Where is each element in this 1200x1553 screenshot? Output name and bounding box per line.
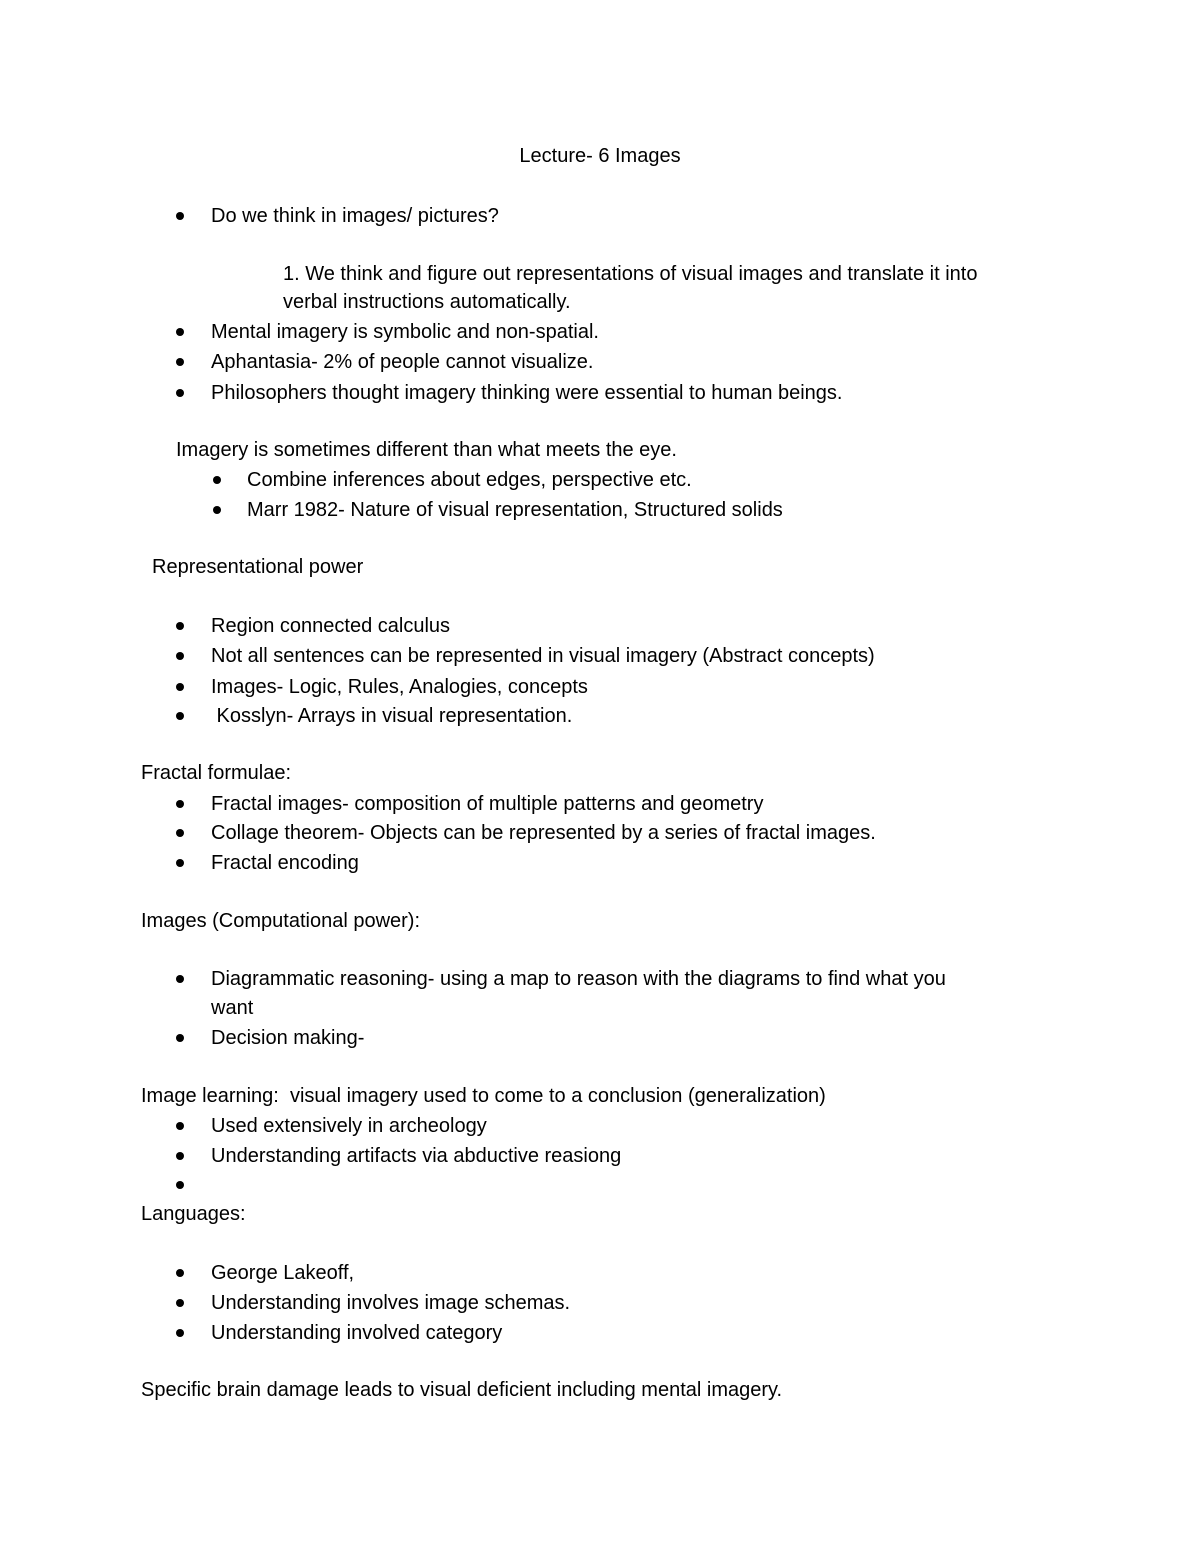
bullet-icon — [176, 1152, 184, 1160]
bullet-icon — [176, 1181, 184, 1189]
closing-statement: Specific brain damage leads to visual deficient including mental imagery. — [141, 1379, 783, 1401]
bullet-icon — [176, 212, 184, 220]
bullet-icon — [176, 800, 184, 808]
list-item: Fractal encoding — [211, 852, 359, 874]
section-heading: Languages: — [141, 1203, 246, 1225]
bullet-icon — [176, 622, 184, 630]
list-item: Understanding involved category — [211, 1322, 503, 1344]
list-item: Combine inferences about edges, perspective etc. — [247, 469, 692, 491]
bullet-icon — [176, 389, 184, 397]
list-item: Understanding involves image schemas. — [211, 1292, 571, 1314]
bullet-icon — [176, 829, 184, 837]
list-item: Kosslyn- Arrays in visual representation. — [211, 705, 573, 727]
list-item: Diagrammatic reasoning- using a map to reason with the diagrams to find what you — [211, 968, 946, 990]
bullet-icon — [176, 859, 184, 867]
numbered-item-line: 1. We think and figure out representations of visual images and translate it into — [283, 263, 978, 285]
bullet-icon — [176, 1299, 184, 1307]
list-item: Not all sentences can be represented in visual imagery (Abstract concepts) — [211, 645, 875, 667]
list-item: Understanding artifacts via abductive reasiong — [211, 1145, 622, 1167]
section-heading: Image learning: visual imagery used to come to a conclusion (generalization) — [141, 1085, 826, 1107]
list-item: Images- Logic, Rules, Analogies, concepts — [211, 676, 588, 698]
list-item: Do we think in images/ pictures? — [211, 205, 499, 227]
list-item: Decision making- — [211, 1027, 365, 1049]
bullet-icon — [176, 652, 184, 660]
bullet-icon — [176, 1329, 184, 1337]
bullet-icon — [213, 476, 221, 484]
list-item: Region connected calculus — [211, 615, 451, 637]
bullet-icon — [176, 1034, 184, 1042]
bullet-icon — [176, 712, 184, 720]
bullet-icon — [176, 975, 184, 983]
bullet-icon — [176, 1122, 184, 1130]
list-item: Marr 1982- Nature of visual representation, Structured solids — [247, 499, 783, 521]
list-item: Aphantasia- 2% of people cannot visualize. — [211, 351, 594, 373]
section-heading: Images (Computational power): — [141, 910, 421, 932]
list-item: Collage theorem- Objects can be represented by a series of fractal images. — [211, 822, 876, 844]
list-item-continuation: want — [211, 997, 254, 1019]
list-item: Mental imagery is symbolic and non-spatial. — [211, 321, 599, 343]
bullet-icon — [213, 506, 221, 514]
list-item: Philosophers thought imagery thinking were essential to human beings. — [211, 382, 843, 404]
bullet-icon — [176, 328, 184, 336]
list-item: George Lakeoff, — [211, 1262, 355, 1284]
bullet-icon — [176, 683, 184, 691]
list-item: Used extensively in archeology — [211, 1115, 487, 1137]
bullet-icon — [176, 358, 184, 366]
bullet-icon — [176, 1269, 184, 1277]
numbered-item-line: verbal instructions automatically. — [283, 291, 571, 313]
section-heading: Fractal formulae: — [141, 762, 292, 784]
list-item: Fractal images- composition of multiple patterns and geometry — [211, 793, 764, 815]
section-heading: Imagery is sometimes different than what meets the eye. — [176, 439, 677, 461]
section-heading: Representational power — [152, 556, 364, 578]
page-title: Lecture- 6 Images — [519, 145, 681, 167]
